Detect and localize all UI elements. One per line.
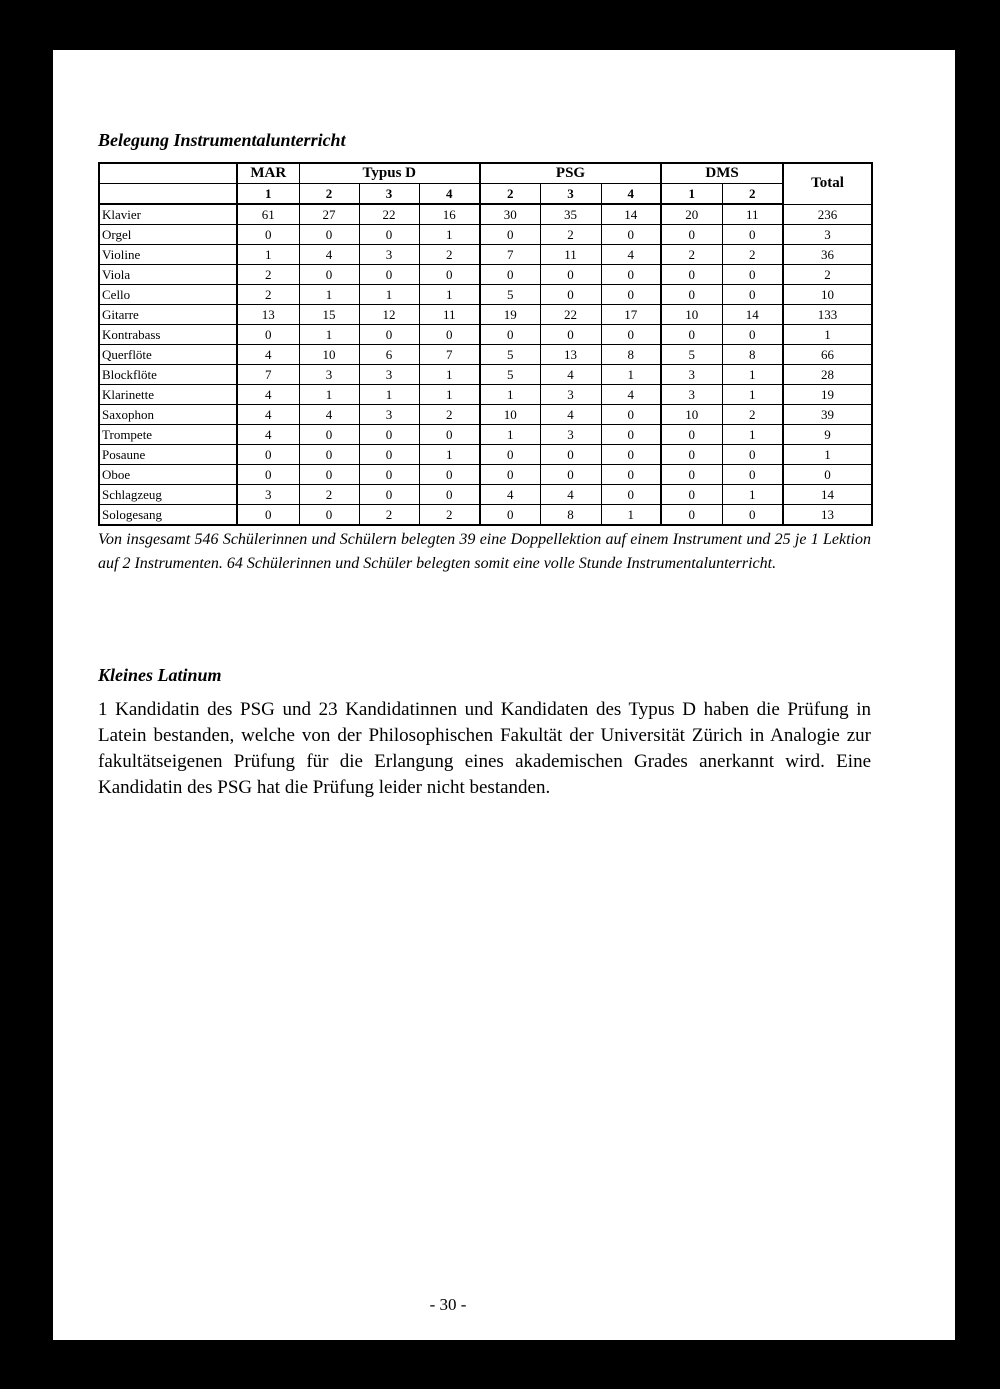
table-row xyxy=(99,405,872,425)
count-cell: 0 xyxy=(540,325,601,345)
count-cell: 5 xyxy=(661,345,722,365)
count-cell: 0 xyxy=(480,225,540,245)
count-cell: 0 xyxy=(722,225,783,245)
total-cell: 19 xyxy=(783,385,872,405)
count-cell: 14 xyxy=(601,204,661,225)
instrument-name: Posaune xyxy=(99,445,237,465)
count-cell: 0 xyxy=(237,505,299,526)
total-cell: 133 xyxy=(783,305,872,325)
count-cell: 0 xyxy=(661,425,722,445)
instrument-name: Schlagzeug xyxy=(99,485,237,505)
count-cell: 11 xyxy=(722,204,783,225)
count-cell: 16 xyxy=(419,204,480,225)
count-cell: 3 xyxy=(237,485,299,505)
sub-header: 2 xyxy=(299,184,359,205)
count-cell: 0 xyxy=(722,325,783,345)
count-cell: 0 xyxy=(480,325,540,345)
count-cell: 3 xyxy=(540,385,601,405)
count-cell: 1 xyxy=(359,285,419,305)
count-cell: 0 xyxy=(299,505,359,526)
count-cell: 4 xyxy=(601,245,661,265)
total-cell: 66 xyxy=(783,345,872,365)
document-page xyxy=(53,50,955,1340)
count-cell: 0 xyxy=(661,325,722,345)
count-cell: 3 xyxy=(661,385,722,405)
instrument-table xyxy=(98,162,873,526)
header-empty-cell xyxy=(99,184,237,205)
table-group-header-row xyxy=(99,163,872,184)
count-cell: 4 xyxy=(540,485,601,505)
count-cell: 0 xyxy=(661,485,722,505)
group-header: DMS xyxy=(661,163,783,184)
count-cell: 1 xyxy=(722,425,783,445)
instrument-name: Saxophon xyxy=(99,405,237,425)
count-cell: 1 xyxy=(601,365,661,385)
count-cell: 0 xyxy=(601,225,661,245)
count-cell: 22 xyxy=(359,204,419,225)
count-cell: 0 xyxy=(419,265,480,285)
instrument-name: Klarinette xyxy=(99,385,237,405)
count-cell: 0 xyxy=(540,265,601,285)
total-cell: 9 xyxy=(783,425,872,445)
instrument-name: Orgel xyxy=(99,225,237,245)
count-cell: 3 xyxy=(661,365,722,385)
table-row xyxy=(99,325,872,345)
count-cell: 0 xyxy=(661,465,722,485)
count-cell: 4 xyxy=(480,485,540,505)
count-cell: 0 xyxy=(480,265,540,285)
instrument-name: Oboe xyxy=(99,465,237,485)
count-cell: 0 xyxy=(722,445,783,465)
sub-header: 3 xyxy=(359,184,419,205)
count-cell: 0 xyxy=(237,445,299,465)
count-cell: 3 xyxy=(359,245,419,265)
table-row xyxy=(99,345,872,365)
count-cell: 14 xyxy=(722,305,783,325)
count-cell: 0 xyxy=(419,465,480,485)
count-cell: 1 xyxy=(419,285,480,305)
sub-header: 3 xyxy=(540,184,601,205)
group-header: Typus D xyxy=(299,163,480,184)
count-cell: 0 xyxy=(601,465,661,485)
count-cell: 0 xyxy=(419,485,480,505)
table-row xyxy=(99,265,872,285)
count-cell: 0 xyxy=(359,485,419,505)
count-cell: 5 xyxy=(480,365,540,385)
instrument-name: Trompete xyxy=(99,425,237,445)
header-empty-cell xyxy=(99,163,237,184)
count-cell: 4 xyxy=(299,245,359,265)
count-cell: 0 xyxy=(237,325,299,345)
table-row xyxy=(99,365,872,385)
count-cell: 8 xyxy=(540,505,601,526)
count-cell: 4 xyxy=(540,405,601,425)
table-row xyxy=(99,445,872,465)
count-cell: 2 xyxy=(419,405,480,425)
count-cell: 15 xyxy=(299,305,359,325)
count-cell: 0 xyxy=(540,285,601,305)
count-cell: 10 xyxy=(661,405,722,425)
count-cell: 10 xyxy=(480,405,540,425)
count-cell: 12 xyxy=(359,305,419,325)
count-cell: 4 xyxy=(601,385,661,405)
table-row xyxy=(99,225,872,245)
count-cell: 17 xyxy=(601,305,661,325)
count-cell: 1 xyxy=(722,385,783,405)
count-cell: 0 xyxy=(661,285,722,305)
count-cell: 13 xyxy=(540,345,601,365)
count-cell: 2 xyxy=(540,225,601,245)
count-cell: 1 xyxy=(299,325,359,345)
count-cell: 2 xyxy=(237,285,299,305)
total-cell: 13 xyxy=(783,505,872,526)
count-cell: 5 xyxy=(480,285,540,305)
count-cell: 0 xyxy=(359,225,419,245)
count-cell: 0 xyxy=(299,465,359,485)
count-cell: 1 xyxy=(299,285,359,305)
total-cell: 10 xyxy=(783,285,872,305)
count-cell: 0 xyxy=(601,265,661,285)
count-cell: 1 xyxy=(601,505,661,526)
table-row xyxy=(99,425,872,445)
table-row xyxy=(99,305,872,325)
count-cell: 1 xyxy=(419,225,480,245)
count-cell: 0 xyxy=(480,445,540,465)
table-row xyxy=(99,204,872,225)
table-sub-header-row xyxy=(99,184,872,205)
count-cell: 11 xyxy=(540,245,601,265)
count-cell: 13 xyxy=(237,305,299,325)
count-cell: 1 xyxy=(722,485,783,505)
count-cell: 4 xyxy=(237,345,299,365)
total-cell: 236 xyxy=(783,204,872,225)
total-cell: 28 xyxy=(783,365,872,385)
count-cell: 0 xyxy=(237,465,299,485)
count-cell: 0 xyxy=(661,265,722,285)
table-row xyxy=(99,505,872,526)
count-cell: 0 xyxy=(480,505,540,526)
instrument-name: Cello xyxy=(99,285,237,305)
count-cell: 61 xyxy=(237,204,299,225)
count-cell: 0 xyxy=(601,285,661,305)
group-header: MAR xyxy=(237,163,299,184)
count-cell: 0 xyxy=(480,465,540,485)
count-cell: 0 xyxy=(661,505,722,526)
count-cell: 0 xyxy=(540,445,601,465)
count-cell: 3 xyxy=(359,405,419,425)
count-cell: 27 xyxy=(299,204,359,225)
count-cell: 4 xyxy=(237,425,299,445)
instrument-name: Sologesang xyxy=(99,505,237,526)
count-cell: 0 xyxy=(722,285,783,305)
latinum-paragraph: 1 Kandidatin des PSG und 23 Kandidatinnen und Kandidaten des Typus D haben die Prüfung in Latein bestanden, welche von der Philosophischen Fakultät der Universität Zürich in Analogie zur fakultätseigenen Prüfung für die Erlangung eines akademischen Grades anerkannt wird. Eine Kandidatin des PSG hat die Prüfung leider nicht bestanden. xyxy=(98,699,871,798)
count-cell: 20 xyxy=(661,204,722,225)
count-cell: 2 xyxy=(359,505,419,526)
sub-header: 4 xyxy=(419,184,480,205)
total-cell: 0 xyxy=(783,465,872,485)
count-cell: 0 xyxy=(359,325,419,345)
count-cell: 2 xyxy=(661,245,722,265)
count-cell: 2 xyxy=(299,485,359,505)
count-cell: 0 xyxy=(540,465,601,485)
count-cell: 0 xyxy=(419,425,480,445)
count-cell: 7 xyxy=(419,345,480,365)
instrument-name: Querflöte xyxy=(99,345,237,365)
count-cell: 4 xyxy=(237,385,299,405)
count-cell: 6 xyxy=(359,345,419,365)
section-title-instrumental: Belegung Instrumentalunterricht xyxy=(98,130,346,150)
sub-header: 1 xyxy=(237,184,299,205)
count-cell: 1 xyxy=(480,385,540,405)
count-cell: 0 xyxy=(419,325,480,345)
table-row xyxy=(99,385,872,405)
count-cell: 3 xyxy=(299,365,359,385)
count-cell: 2 xyxy=(237,265,299,285)
count-cell: 35 xyxy=(540,204,601,225)
table-row xyxy=(99,285,872,305)
table-caption: Von insgesamt 546 Schülerinnen und Schülern belegten 39 eine Doppellektion auf einem Instrument und 25 je 1 Lektion auf 2 Instrumenten. 64 Schülerinnen und Schüler belegten somit eine volle Stunde Instrumentalunterricht. xyxy=(98,531,871,572)
count-cell: 1 xyxy=(480,425,540,445)
section-title-latinum: Kleines Latinum xyxy=(98,665,222,685)
count-cell: 0 xyxy=(601,485,661,505)
count-cell: 1 xyxy=(722,365,783,385)
count-cell: 19 xyxy=(480,305,540,325)
group-header: Total xyxy=(783,163,872,204)
group-header: PSG xyxy=(480,163,661,184)
sub-header: 1 xyxy=(661,184,722,205)
count-cell: 0 xyxy=(359,425,419,445)
total-cell: 2 xyxy=(783,265,872,285)
count-cell: 0 xyxy=(601,445,661,465)
count-cell: 0 xyxy=(601,325,661,345)
count-cell: 0 xyxy=(359,445,419,465)
count-cell: 0 xyxy=(722,505,783,526)
table-row xyxy=(99,245,872,265)
count-cell: 0 xyxy=(661,445,722,465)
count-cell: 4 xyxy=(540,365,601,385)
count-cell: 2 xyxy=(722,245,783,265)
instrument-name: Violine xyxy=(99,245,237,265)
count-cell: 30 xyxy=(480,204,540,225)
count-cell: 1 xyxy=(359,385,419,405)
instrument-name: Gitarre xyxy=(99,305,237,325)
count-cell: 0 xyxy=(299,425,359,445)
count-cell: 1 xyxy=(419,385,480,405)
count-cell: 7 xyxy=(237,365,299,385)
count-cell: 1 xyxy=(237,245,299,265)
count-cell: 4 xyxy=(237,405,299,425)
total-cell: 1 xyxy=(783,325,872,345)
count-cell: 0 xyxy=(661,225,722,245)
count-cell: 0 xyxy=(722,465,783,485)
count-cell: 1 xyxy=(299,385,359,405)
count-cell: 3 xyxy=(540,425,601,445)
count-cell: 0 xyxy=(359,265,419,285)
count-cell: 7 xyxy=(480,245,540,265)
table-row xyxy=(99,465,872,485)
count-cell: 0 xyxy=(359,465,419,485)
count-cell: 0 xyxy=(299,445,359,465)
instrument-name: Viola xyxy=(99,265,237,285)
count-cell: 3 xyxy=(359,365,419,385)
count-cell: 0 xyxy=(237,225,299,245)
total-cell: 1 xyxy=(783,445,872,465)
count-cell: 1 xyxy=(419,445,480,465)
count-cell: 2 xyxy=(722,405,783,425)
instrument-name: Blockflöte xyxy=(99,365,237,385)
count-cell: 22 xyxy=(540,305,601,325)
count-cell: 0 xyxy=(299,265,359,285)
sub-header: 4 xyxy=(601,184,661,205)
count-cell: 8 xyxy=(601,345,661,365)
count-cell: 0 xyxy=(601,425,661,445)
total-cell: 36 xyxy=(783,245,872,265)
count-cell: 0 xyxy=(299,225,359,245)
count-cell: 10 xyxy=(661,305,722,325)
total-cell: 39 xyxy=(783,405,872,425)
instrument-name: Kontrabass xyxy=(99,325,237,345)
table-row xyxy=(99,485,872,505)
count-cell: 4 xyxy=(299,405,359,425)
count-cell: 2 xyxy=(419,245,480,265)
count-cell: 11 xyxy=(419,305,480,325)
sub-header: 2 xyxy=(722,184,783,205)
page-number: - 30 - xyxy=(429,1295,467,1314)
count-cell: 2 xyxy=(419,505,480,526)
count-cell: 0 xyxy=(601,405,661,425)
total-cell: 14 xyxy=(783,485,872,505)
sub-header: 2 xyxy=(480,184,540,205)
table-body xyxy=(99,204,872,525)
total-cell: 3 xyxy=(783,225,872,245)
count-cell: 10 xyxy=(299,345,359,365)
count-cell: 0 xyxy=(722,265,783,285)
count-cell: 1 xyxy=(419,365,480,385)
instrument-name: Klavier xyxy=(99,204,237,225)
count-cell: 5 xyxy=(480,345,540,365)
count-cell: 8 xyxy=(722,345,783,365)
